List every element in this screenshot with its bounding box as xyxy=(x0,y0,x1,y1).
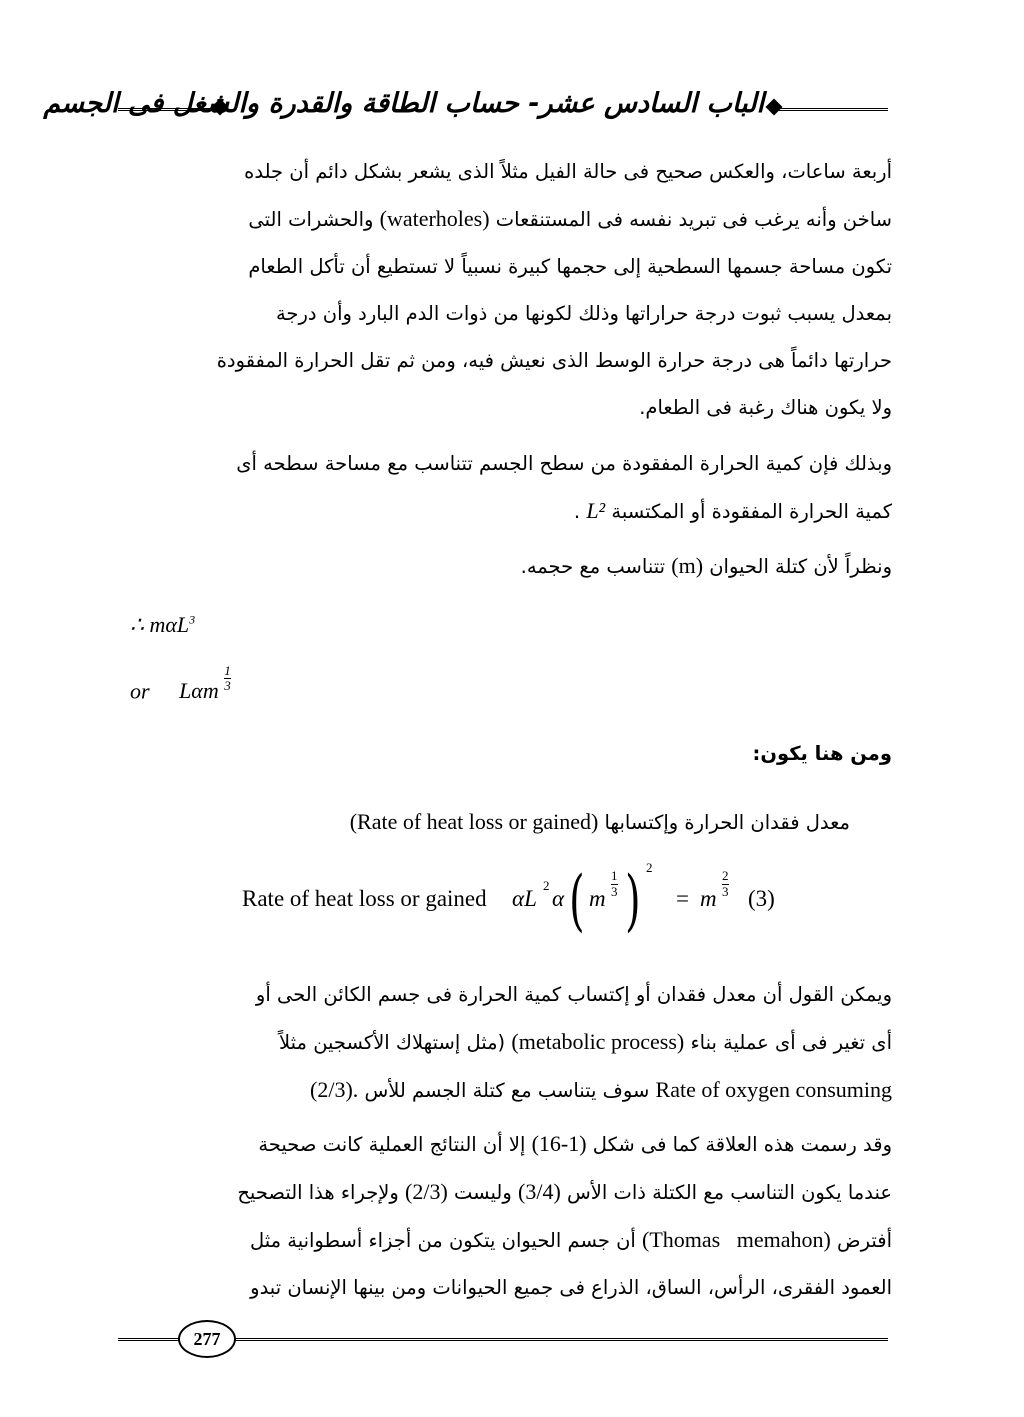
p2-line-1: وبذلك فإن كمية الحرارة المفقودة من سطح الجسم تتناسب مع مساحة سطحه أى xyxy=(236,452,892,475)
p3-text-a: ونظراً لأن كتلة الحيوان xyxy=(709,555,892,578)
chapter-title: الباب السادس عشر- حساب الطاقة والقدرة والشغل فى الجسم xyxy=(43,88,764,119)
math2-prefix: or xyxy=(130,678,150,704)
header-diamond-right xyxy=(766,99,783,116)
p3-term-m: (m) xyxy=(671,553,704,578)
equation-denominator-1: 3 xyxy=(611,884,618,899)
equation-equals: = xyxy=(676,886,689,911)
p7-term-oxygen: Rate of oxygen consuming xyxy=(655,1077,892,1102)
header-rule-right xyxy=(778,108,888,111)
math1-text: ∴ mαL xyxy=(130,612,190,637)
equation-denominator-2: 3 xyxy=(722,884,729,899)
math2-fraction xyxy=(224,664,231,693)
page-number: 277 xyxy=(178,1320,236,1358)
paragraph-8 xyxy=(128,1120,892,1311)
equation-m-1: m xyxy=(589,886,606,911)
p2-line-2-end: . xyxy=(573,500,581,523)
p6-text-ar: معدل فقدان الحرارة وإكتسابها xyxy=(604,811,850,834)
p1-line-4: بمعدل يسبب ثبوت درجة حراراتها وذلك لكونها من ذوات الدم البارد وأن درجة xyxy=(275,302,892,325)
paragraph-6 xyxy=(250,798,850,846)
paragraph-1 xyxy=(128,148,892,431)
p8-line-3-b: أن جسم الحيوان يتكون من أجزاء أسطوانية مثل xyxy=(249,1229,636,1252)
paragraph-7 xyxy=(128,971,892,1114)
math-proportion-1 xyxy=(130,612,195,638)
p8-line-2-b: وليست xyxy=(454,1181,512,1204)
equation-outer-exponent: 2 xyxy=(646,860,653,875)
paragraph-2 xyxy=(128,440,892,535)
p7-exponent: (2/3). xyxy=(310,1077,359,1102)
equation-numerator-2: 2 xyxy=(722,868,729,883)
p1-line-2-b: والحشرات التى xyxy=(248,208,374,231)
p3-text-b: تتناسب مع حجمه. xyxy=(520,555,666,578)
p8-line-1-b: إلا أن النتائج العملية كانت صحيحة xyxy=(258,1133,526,1156)
math1-exponent: 3 xyxy=(189,612,196,627)
equation-m-2: m xyxy=(700,886,717,911)
p8-figure-ref: (16-1) xyxy=(531,1131,587,1156)
p8-exp-3-4: (3/4) xyxy=(518,1179,561,1204)
p8-line-2-a: عندما يكون التناسب مع الكتلة ذات الأس xyxy=(566,1181,892,1204)
math2-denominator: 3 xyxy=(224,678,231,693)
equation-left-paren: ( xyxy=(569,862,585,939)
equation-alpha-l: αL xyxy=(512,886,537,911)
equation-alpha: α xyxy=(552,886,565,911)
math2-numerator: 1 xyxy=(224,663,231,678)
footer-rule-right xyxy=(234,1338,888,1341)
equation-label: Rate of heat loss or gained xyxy=(242,886,487,911)
p7-line-3 xyxy=(128,1066,892,1114)
p8-line-1 xyxy=(128,1120,892,1168)
paragraph-5: ومن هنا يكون: xyxy=(752,742,892,765)
p8-line-3 xyxy=(128,1216,892,1264)
math2-text: Lαm xyxy=(179,678,219,704)
p7-line-1: ويمكن القول أن معدل فقدان أو إكتساب كمية الحرارة فى جسم الكائن الحى أو xyxy=(255,983,892,1006)
equation-number: (3) xyxy=(748,886,775,911)
p6-text-en: (Rate of heat loss or gained) xyxy=(349,809,599,834)
equation-3 xyxy=(242,860,802,944)
p8-line-2-c: ولإجراء هذا التصحيح xyxy=(237,1181,399,1204)
p7-line-2-b: (مثل إستهلاك الأكسجين مثلاً xyxy=(279,1031,506,1054)
p2-line-2 xyxy=(128,487,892,535)
p8-line-3-a: أفترض xyxy=(837,1229,892,1252)
p1-line-2 xyxy=(128,195,892,243)
p8-author: (Thomas memahon) xyxy=(642,1227,831,1252)
p8-line-4: العمود الفقرى، الرأس، الساق، الذراع فى جميع الحيوانات ومن بينها الإنسان تبدو xyxy=(250,1276,892,1299)
p1-line-3: تكون مساحة جسمها السطحية إلى حجمها كبيرة نسبياً لا تستطيع أن تأكل الطعام xyxy=(248,255,892,278)
p7-term-metabolic: (metabolic process) xyxy=(511,1029,685,1054)
p2-line-2-text: كمية الحرارة المفقودة أو المكتسبة xyxy=(611,500,892,523)
footer-rule-left xyxy=(118,1338,180,1341)
p1-line-2-a: ساخن وأنه يرغب فى تبريد نفسه فى المستنقعات xyxy=(495,208,892,231)
p1-line-1: أربعة ساعات، والعكس صحيح فى حالة الفيل مثلاً الذى يشعر بشكل دائم أن جلده xyxy=(244,160,892,183)
page-footer xyxy=(118,1318,888,1358)
paragraph-3 xyxy=(128,542,892,590)
p7-line-3-b: سوف يتناسب مع كتلة الجسم للأس xyxy=(364,1079,650,1102)
equation-l-exponent: 2 xyxy=(543,878,550,893)
math-proportion-2 xyxy=(130,664,231,704)
equation-numerator-1: 1 xyxy=(611,868,618,883)
p7-line-2-a: أى تغير فى أى عملية بناء xyxy=(690,1031,892,1054)
p2-math-l-squared: L² xyxy=(586,498,606,523)
p1-line-6: ولا يكون هناك رغبة فى الطعام. xyxy=(639,396,892,419)
page-header xyxy=(43,82,888,138)
p8-line-2 xyxy=(128,1168,892,1216)
p1-term-waterholes: (waterholes) xyxy=(379,206,490,231)
p8-line-1-a: وقد رسمت هذه العلاقة كما فى شكل xyxy=(592,1133,892,1156)
p7-line-2 xyxy=(128,1018,892,1066)
p1-line-5: حرارتها دائماً هى درجة حرارة الوسط الذى نعيش فيه، ومن ثم تقل الحرارة المفقودة xyxy=(216,349,892,372)
p8-exp-2-3: (2/3) xyxy=(405,1179,448,1204)
equation-right-paren: ) xyxy=(625,862,641,939)
